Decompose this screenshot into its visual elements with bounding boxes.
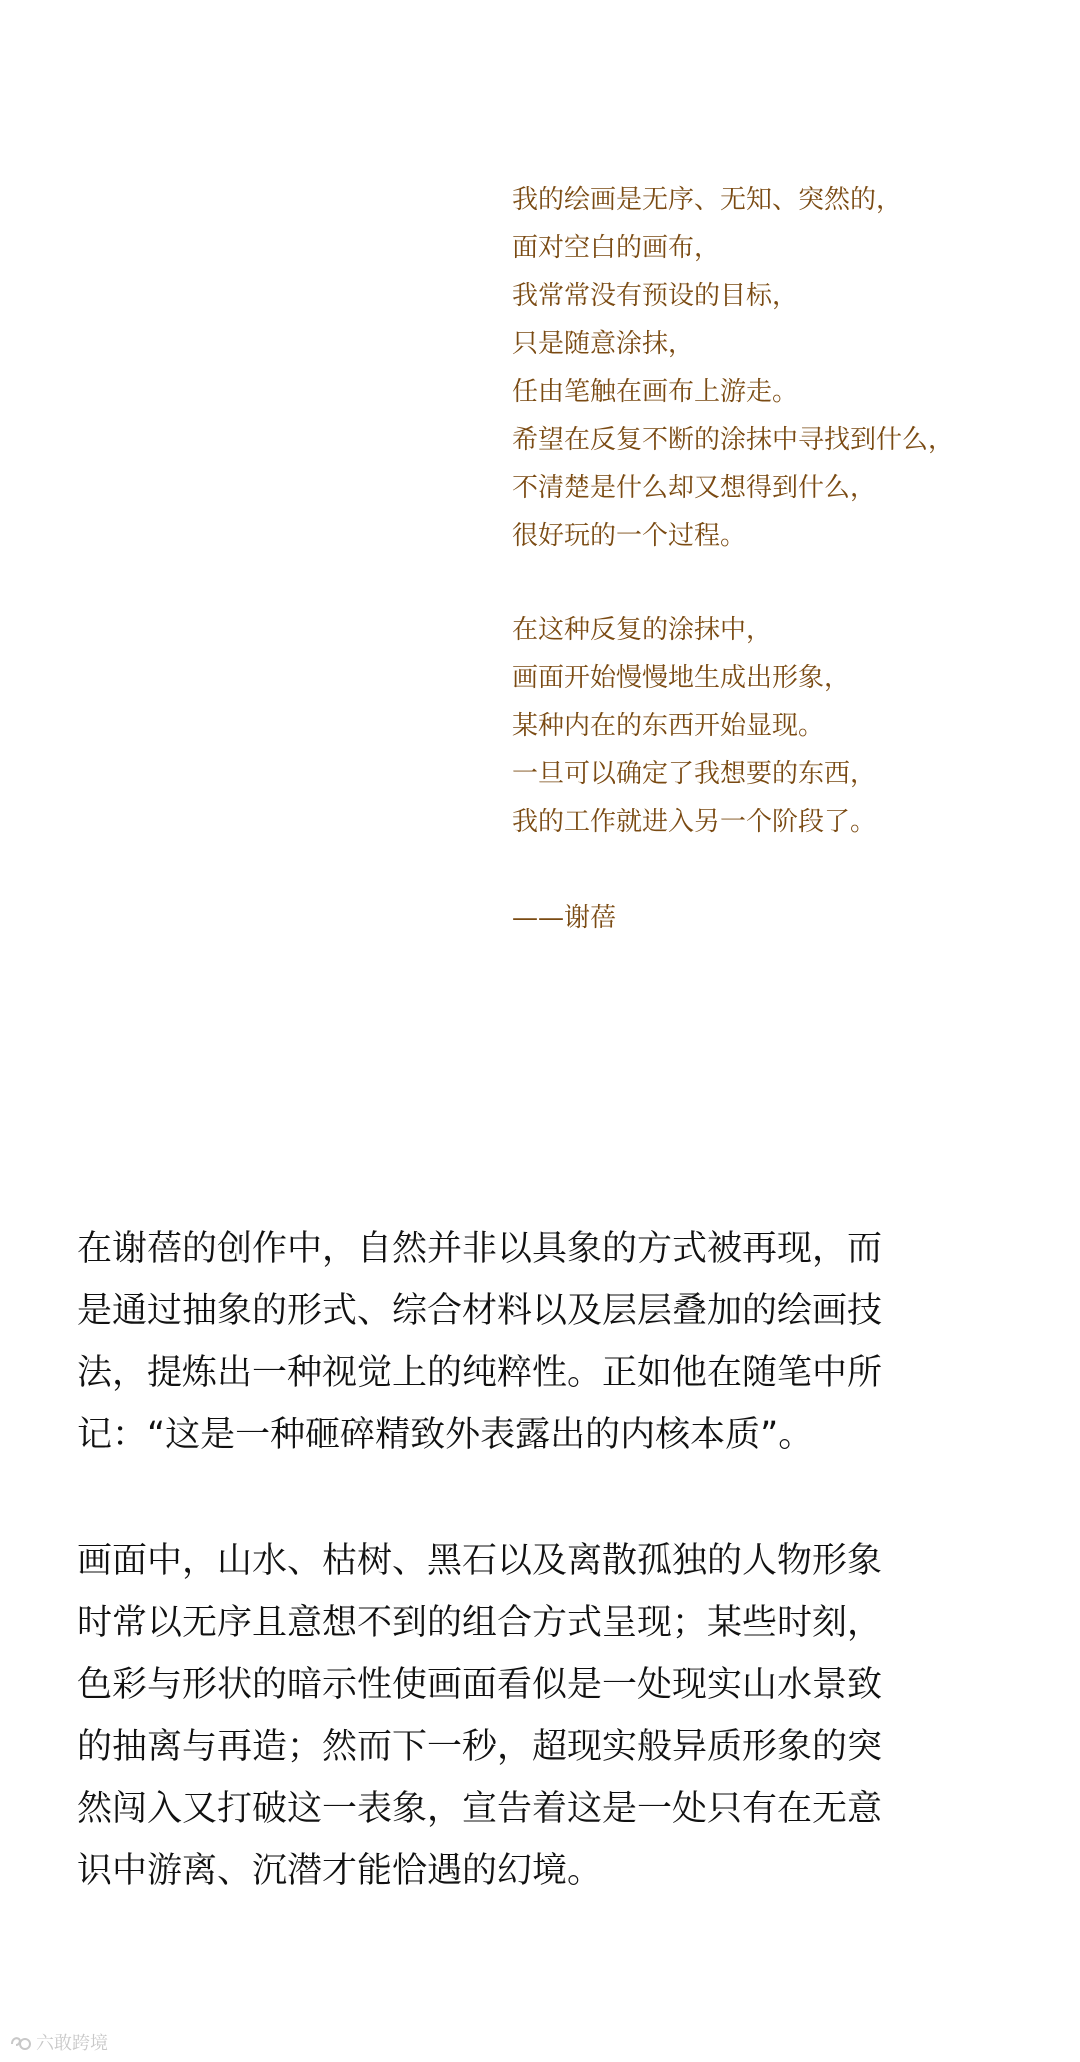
essay-line: 记：“这是一种砸碎精致外表露出的内核本质”。 bbox=[77, 1415, 814, 1455]
paragraph-spacer bbox=[77, 1466, 1017, 1530]
quote-signature: ——谢蓓 bbox=[512, 903, 617, 933]
quote-line: 很好玩的一个过程。 bbox=[512, 521, 747, 551]
quote-line: 面对空白的画布， bbox=[512, 233, 721, 263]
essay-line: 在谢蓓的创作中，自然并非以具象的方式被再现，而 bbox=[77, 1229, 883, 1269]
essay-line: 识中游离、沉潜才能恰遇的幻境。 bbox=[77, 1851, 603, 1891]
essay-line: 色彩与形状的暗示性使画面看似是一处现实山水景致 bbox=[77, 1665, 883, 1705]
essay-line: 画面中，山水、枯树、黑石以及离散孤独的人物形象 bbox=[77, 1541, 883, 1581]
quote-line: 不清楚是什么却又想得到什么， bbox=[512, 473, 877, 503]
essay-line: 的抽离与再造；然而下一秒，超现实般异质形象的突 bbox=[77, 1727, 883, 1767]
artist-quote bbox=[512, 176, 1032, 942]
quote-line: 我的绘画是无序、无知、突然的， bbox=[512, 185, 903, 215]
paragraph-spacer bbox=[512, 560, 1032, 606]
quote-line: 画面开始慢慢地生成出形象， bbox=[512, 663, 851, 693]
quote-line: 我常常没有预设的目标， bbox=[512, 281, 799, 311]
quote-line: 只是随意涂抹， bbox=[512, 329, 695, 359]
quote-paragraph-2 bbox=[512, 606, 1032, 846]
quote-line: 任由笔触在画布上游走。 bbox=[512, 377, 799, 407]
quote-line: 一旦可以确定了我想要的东西， bbox=[512, 759, 877, 789]
essay-paragraph-2 bbox=[77, 1530, 1017, 1902]
quote-line: 希望在反复不断的涂抹中寻找到什么， bbox=[512, 425, 955, 455]
watermark bbox=[10, 2032, 108, 2056]
essay-paragraph-1 bbox=[77, 1218, 1017, 1466]
quote-paragraph-1 bbox=[512, 176, 1032, 560]
essay-line: 时常以无序且意想不到的组合方式呈现；某些时刻， bbox=[77, 1603, 883, 1643]
watermark-text: 六敢跨境 bbox=[36, 2033, 108, 2054]
quote-line: 我的工作就进入另一个阶段了。 bbox=[512, 807, 877, 837]
quote-line: 在这种反复的涂抹中， bbox=[512, 615, 773, 645]
essay-line: 法，提炼出一种视觉上的纯粹性。正如他在随笔中所 bbox=[77, 1353, 883, 1393]
essay-body bbox=[77, 1218, 1017, 1902]
essay-line: 然闯入又打破这一表象，宣告着这是一处只有在无意 bbox=[77, 1789, 883, 1829]
brand-logo-icon bbox=[10, 2035, 32, 2053]
essay-line: 是通过抽象的形式、综合材料以及层层叠加的绘画技 bbox=[77, 1291, 883, 1331]
quote-line: 某种内在的东西开始显现。 bbox=[512, 711, 825, 741]
